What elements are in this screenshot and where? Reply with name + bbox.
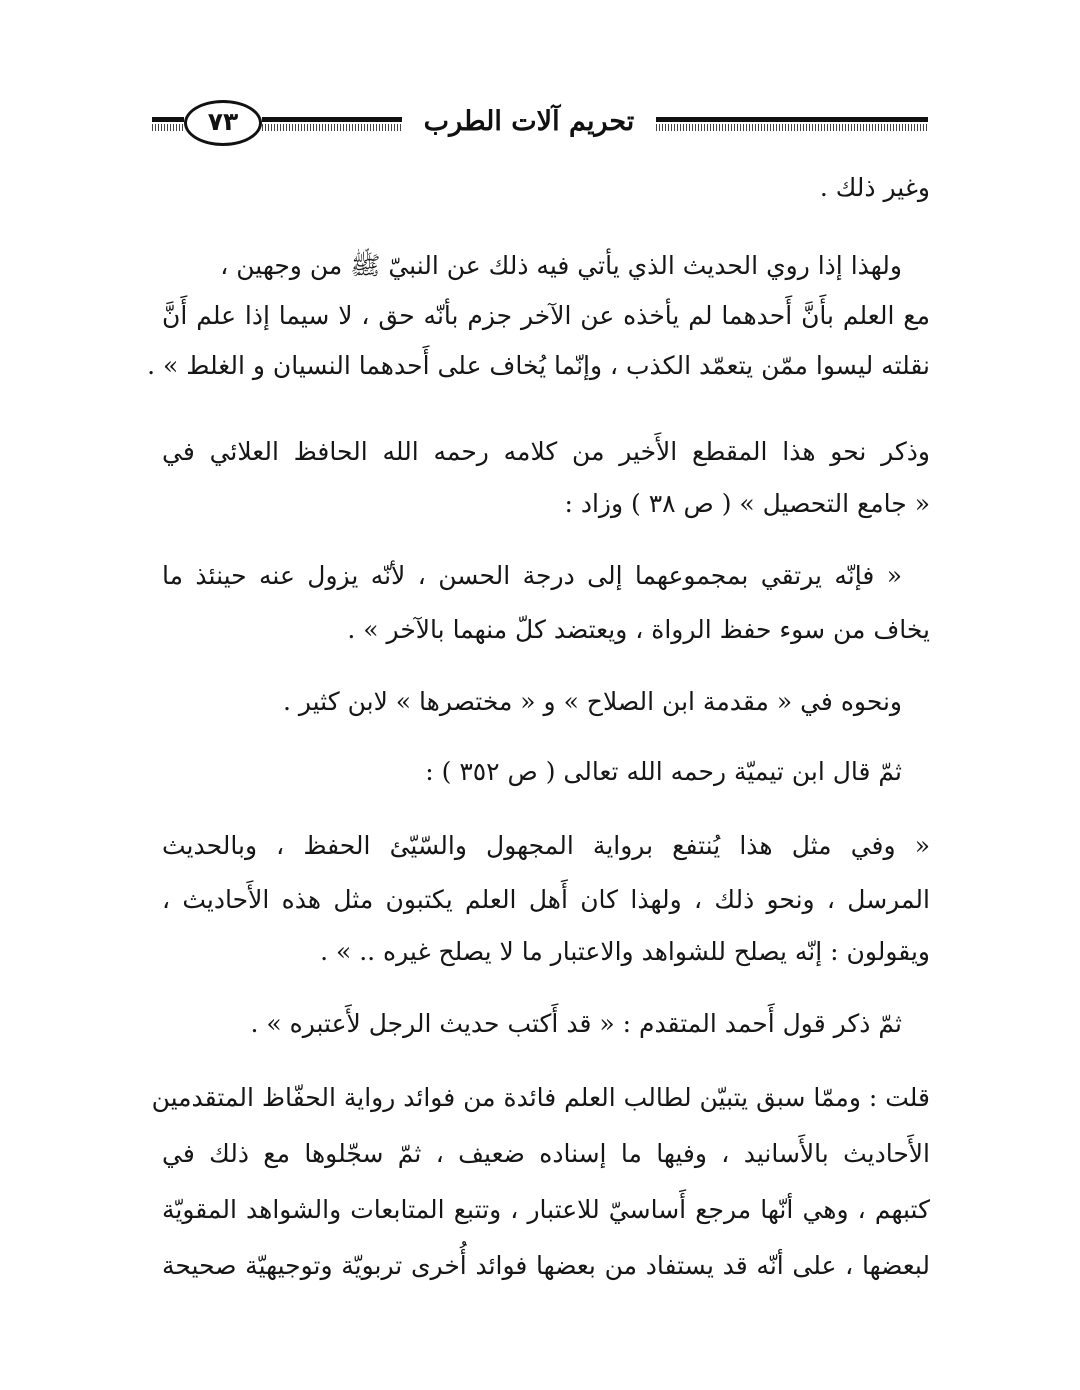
text-line: يخاف من سوء حفظ الرواة ، ويعتضد كلّ منهما بالآخر » . <box>347 615 930 644</box>
text-line: « وفي مثل هذا يُنتفع برواية المجهول والسّيّئ الحفظ ، وبالحديث <box>162 831 930 860</box>
text-line: كتبهم ، وهي أنّها مرجع أَساسيّ للاعتبار ، وتتبع المتابعات والشواهد المقويّة <box>162 1195 930 1224</box>
text-line: مع العلم بأَنَّ أَحدهما لم يأخذه عن الآخر جزم بأنّه حق ، لا سيما إذا علم أَنَّ <box>162 301 930 330</box>
header-rule-middle <box>262 117 402 131</box>
text-line: قلت : وممّا سبق يتبيّن لطالب العلم فائدة من فوائد رواية الحفّاظ المتقدمين <box>151 1083 930 1112</box>
header-rule-left <box>152 117 184 131</box>
text-line: « فإنّه يرتقي بمجموعهما إلى درجة الحسن ، لأنّه يزول عنه حينئذ ما <box>162 561 902 590</box>
page-number: ٧٣ <box>184 100 262 146</box>
text-line: ويقولون : إنّه يصلح للشواهد والاعتبار ما لا يصلح غيره .. » . <box>320 937 930 966</box>
text-line: ثمّ قال ابن تيميّة رحمه الله تعالى ( ص ٣٥٢ ) : <box>425 757 902 786</box>
text-line: ونحوه في « مقدمة ابن الصلاح » و « مختصرها » لابن كثير . <box>282 687 902 716</box>
header-rule-right <box>656 117 928 131</box>
running-header-title: تحريم آلات الطرب <box>423 106 635 137</box>
text-line: نقلته ليسوا ممّن يتعمّد الكذب ، وإنّما يُخاف على أَحدهما النسيان و الغلط » . <box>147 351 930 380</box>
text-line: الأَحاديث بالأَسانيد ، وفيها ما إسناده ضعيف ، ثمّ سجّلوها مع ذلك في <box>162 1139 930 1168</box>
text-line: وغير ذلك . <box>819 173 930 202</box>
text-line: « جامع التحصيل » ( ص ٣٨ ) وزاد : <box>564 489 930 518</box>
text-line: ولهذا إذا روي الحديث الذي يأتي فيه ذلك عن النبيّ ﷺ من وجهين ، <box>220 251 902 280</box>
text-line: ثمّ ذكر قول أَحمد المتقدم : « قد أَكتب حديث الرجل لأَعتبره » . <box>250 1009 902 1038</box>
text-line: وذكر نحو هذا المقطع الأَخير من كلامه رحمه الله الحافظ العلائي في <box>162 437 930 466</box>
text-line: لبعضها ، على أنّه قد يستفاد من بعضها فوائد أُخرى تربويّة وتوجيهيّة صحيحة <box>162 1251 930 1280</box>
text-line: المرسل ، ونحو ذلك ، ولهذا كان أَهل العلم يكتبون مثل هذه الأَحاديث ، <box>162 885 930 914</box>
